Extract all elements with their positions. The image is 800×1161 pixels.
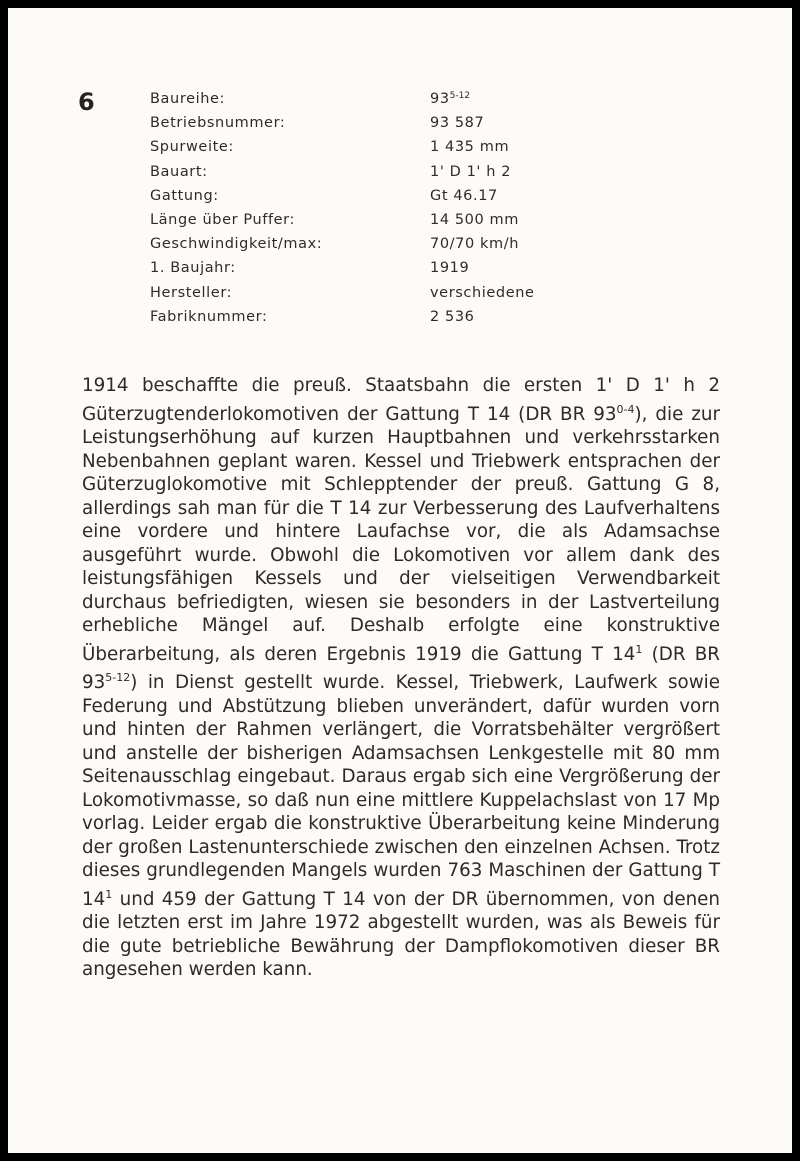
spec-value: 93 587 (430, 115, 485, 132)
info-card (8, 8, 792, 1153)
spec-label: Länge über Puffer: (150, 212, 295, 229)
spec-row-fabriknummer (150, 305, 630, 329)
spec-label: Geschwindigkeit/max: (150, 236, 323, 253)
description-text (82, 374, 720, 982)
spec-row-hersteller (150, 281, 630, 305)
spec-row-baureihe (150, 87, 630, 111)
spec-value: 1 435 mm (430, 139, 510, 156)
spec-row-baujahr (150, 256, 630, 280)
spec-label: Fabriknummer: (150, 308, 268, 325)
spec-value: 1' D 1' h 2 (430, 163, 512, 180)
superscript: 5-12 (105, 671, 131, 684)
spec-label: 1. Baujahr: (150, 260, 236, 277)
spec-value: verschiedene (430, 284, 535, 301)
spec-value: 1919 (430, 260, 470, 277)
spec-label: Gattung: (150, 187, 219, 204)
spec-row-betriebsnummer (150, 111, 630, 135)
spec-label: Hersteller: (150, 284, 233, 301)
spec-row-geschwindigkeit (150, 232, 630, 256)
spec-value: 70/70 km/h (430, 236, 519, 253)
spec-row-gattung (150, 184, 630, 208)
superscript: 1 (105, 887, 113, 901)
spec-label: Spurweite: (150, 139, 234, 156)
superscript: 1 (635, 642, 643, 656)
spec-value: 14 500 mm (430, 212, 519, 229)
spec-label: Bauart: (150, 163, 208, 180)
superscript: 0-4 (616, 402, 635, 416)
spec-value-sup: 5-12 (449, 91, 471, 102)
card-number: 6 (78, 88, 95, 116)
spec-label: Baureihe: (150, 91, 226, 108)
description-paragraph: 1914 beschaffte die preuß. Staatsbahn die ersten 1' D 1' h 2 Güterzugtenderlokomotiven der Gattung T 14 (DR BR 93$^{0-4}$), die zur Leistungserhöhung auf kurzen Hauptbahnen und verkehrsstarken Nebenbahnen geplant waren. Kessel und Triebwerk entsprachen der Güterzuglokomotive mit Schlepptender der preuß. Gattung G 8, allerdings sah man für die T 14 zur Verbesserung des Laufverhaltens eine vordere und hintere Laufachse vor, die als Adamsachse ausgeführt wurde. Obwohl die Lokomotiven vor allem dank des leistungsfähigen Kessels und der vielseitigen Verwendbarkeit durchaus befriedigten, wiesen sie besonders in der Lastverteilung erhebliche Mängel auf. Deshalb erfolgte eine konstruktive Überarbeitung, als deren Ergebnis 1919 die Gattung T $14^1$ (DR BR 93$^{5-12}$) in Dienst gestellt wurde. Kessel, Triebwerk, Laufwerk sowie Federung und Abstützung blieben unverändert, dafür wurden vorn und hinten der Rahmen verlängert, die Vorratsbehälter vergrößert und anstelle der bisherigen Adamsachsen Lenkgestelle mit 80 mm Seitenausschlag eingebaut. Daraus ergab sich eine Vergrößerung der Lokomotivmasse, so daß nun eine mittlere Kuppelachslast von 17 Mp vorlag. Leider ergab die konstruktive Überarbeitung keine Minderung der großen Lastenunterschiede zwischen den einzelnen Achsen. Trotz dieses grundlegenden Mangels wurden 763 Maschinen der Gattung T $14^1$ und 459 der Gattung T 14 von der DR übernommen, von denen die letzten erst im Jahre 1972 abgestellt wurden, was als Beweis für die gute betriebliche Bewährung der Dampflokomotiven dieser BR angesehen werden kann. (82, 375, 720, 980)
spec-value: Gt 46.17 (430, 187, 498, 204)
spec-row-bauart (150, 160, 630, 184)
spec-label: Betriebsnummer: (150, 115, 286, 132)
spec-value: 2 536 (430, 308, 475, 325)
spec-row-spurweite (150, 135, 630, 159)
spec-value: 93$^{5-12}$ (430, 91, 471, 108)
spec-row-laenge (150, 208, 630, 232)
specs-table (150, 87, 630, 329)
